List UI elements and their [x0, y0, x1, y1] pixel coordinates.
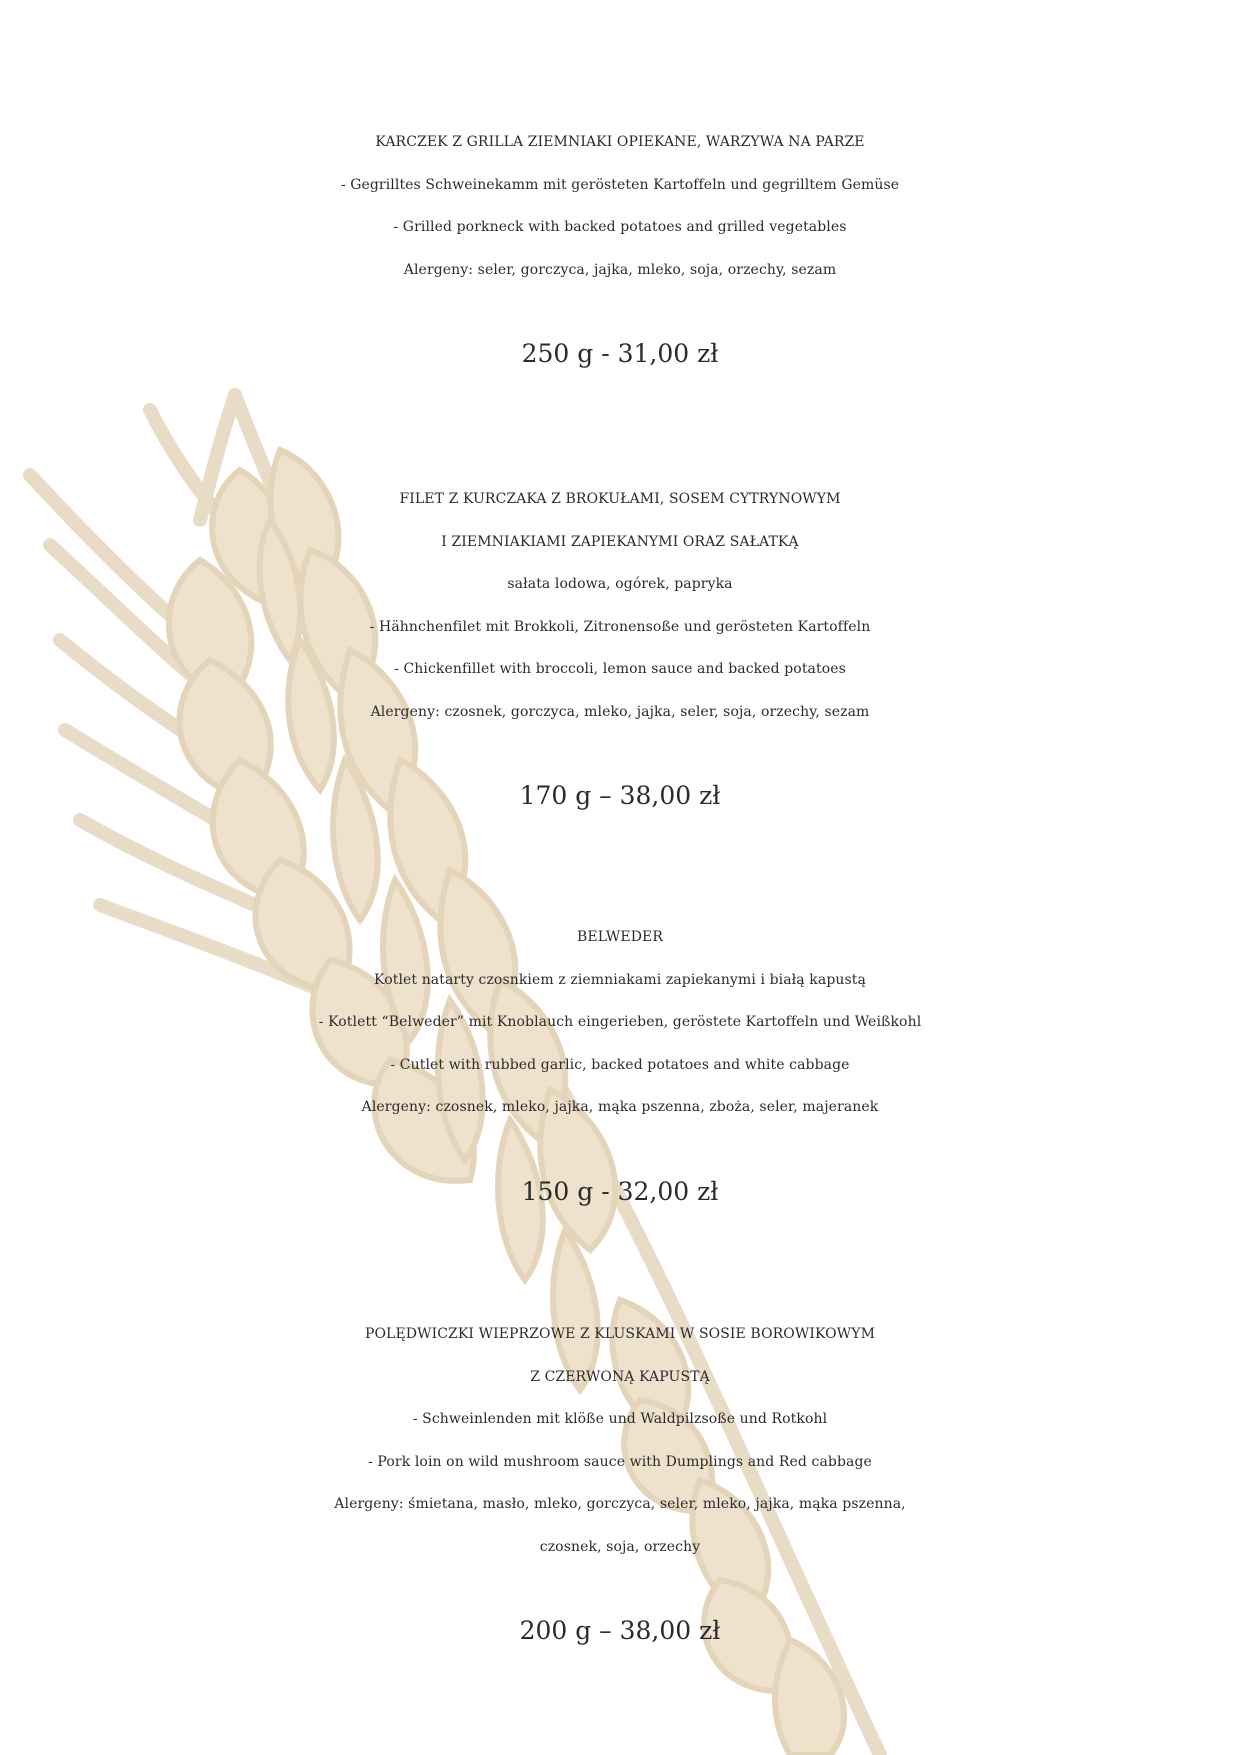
dish-title: KARCZEK Z GRILLA ZIEMNIAKI OPIEKANE, WARZYWA NA PARZE [375, 134, 865, 150]
dish-description-de: - Schweinlenden mit klöße und Waldpilzsoße und Rotkohl [412, 1411, 828, 1427]
dish-description-pl: sałata lodowa, ogórek, papryka [507, 576, 733, 592]
dish-title-continued: I ZIEMNIAKIAMI ZAPIEKANYMI ORAZ SAŁATKĄ [441, 533, 799, 550]
dish-description-en: - Grilled porkneck with backed potatoes and grilled vegetables [393, 219, 847, 235]
menu-item [0, 916, 1240, 1213]
dish-description-de: - Hähnchenfilet mit Brokkoli, Zitronensoße und gerösteten Kartoffeln [369, 618, 871, 635]
dish-allergens-continued: czosnek, soja, orzechy [539, 1538, 701, 1555]
dish-price: 250 g - 31,00 zł [521, 339, 719, 368]
dish-price: 150 g - 32,00 zł [521, 1176, 719, 1206]
menu-item [0, 478, 1240, 818]
dish-description-pl: Kotlet natarty czosnkiem z ziemniakami zapiekanymi i białą kapustą [374, 971, 866, 988]
dish-description-en: - Pork loin on wild mushroom sauce with Dumplings and Red cabbage [368, 1453, 872, 1470]
dish-title: FILET Z KURCZAKA Z BROKUŁAMI, SOSEM CYTRYNOWYM [399, 491, 841, 507]
dish-price: 200 g – 38,00 zł [519, 1616, 721, 1645]
dish-title: BELWEDER [577, 929, 663, 945]
dish-allergens: Alergeny: czosnek, gorczyca, mleko, jajka, seler, soja, orzechy, sezam [370, 703, 870, 720]
dish-title: POLĘDWICZKI WIEPRZOWE Z KLUSKAMI W SOSIE BOROWIKOWYM [364, 1326, 876, 1342]
menu-item [0, 1313, 1240, 1653]
dish-description-de: - Gegrilltes Schweinekamm mit gerösteten Kartoffeln und gegrilltem Gemüse [340, 176, 900, 193]
menu-item [0, 121, 1240, 376]
dish-description-en: - Chickenfillet with broccoli, lemon sauce and backed potatoes [394, 661, 846, 677]
dish-price: 170 g – 38,00 zł [519, 781, 721, 810]
dish-title-continued: Z CZERWONĄ KAPUSTĄ [530, 1368, 710, 1385]
dish-allergens: Alergeny: śmietana, masło, mleko, gorczyca, seler, mleko, jajka, mąka pszenna, [334, 1496, 906, 1512]
dish-description-de: - Kotlett “Belweder” mit Knoblauch eingerieben, geröstete Kartoffeln und Weißkohl [318, 1014, 922, 1030]
dish-allergens: Alergeny: seler, gorczyca, jajka, mleko, soja, orzechy, sezam [403, 261, 837, 278]
dish-description-en: - Cutlet with rubbed garlic, backed potatoes and white cabbage [390, 1056, 850, 1073]
dish-allergens: Alergeny: czosnek, mleko, jajka, mąka pszenna, zboża, seler, majeranek [361, 1099, 879, 1115]
